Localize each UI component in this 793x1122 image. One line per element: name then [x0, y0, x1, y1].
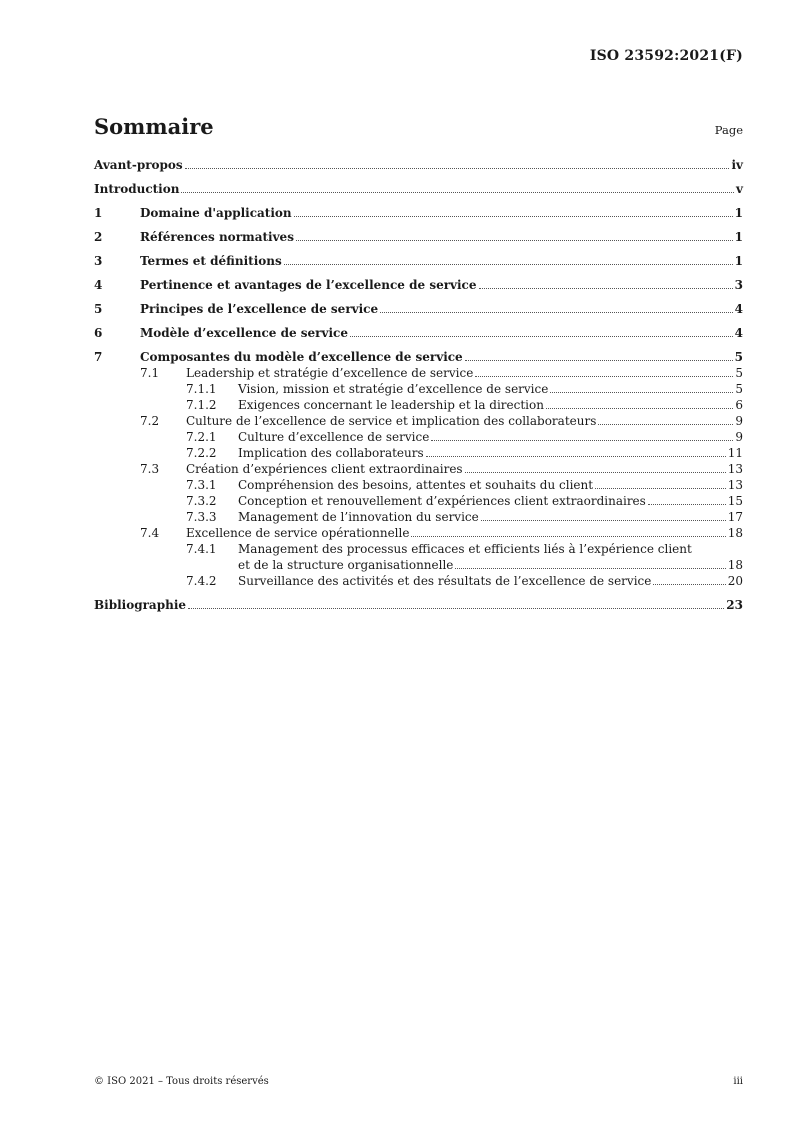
toc-entry-number: 7.4.2 [186, 574, 217, 588]
page-number: iii [733, 1076, 743, 1087]
toc-entry-page: 5 [734, 350, 743, 364]
dot-leader [188, 608, 724, 609]
document-id: ISO 23592:2021(F) [589, 48, 743, 64]
toc-entry-page: 4 [734, 326, 743, 340]
toc-entry-number: 2 [94, 230, 103, 244]
toc-entry-number: 7.3.3 [186, 510, 217, 524]
dot-leader [546, 408, 733, 409]
dot-leader [653, 584, 725, 585]
toc-entry-avant-propos[interactable] [94, 157, 743, 173]
toc-entry-text: Avant-propos [94, 158, 183, 172]
page-title: Sommaire [94, 114, 214, 139]
toc-entry-text: Culture d’excellence de service [238, 430, 430, 444]
toc-entry-text: Termes et définitions [140, 254, 282, 268]
dot-leader [465, 360, 733, 361]
dot-leader [455, 568, 725, 569]
title-row [94, 114, 743, 139]
toc-entry-page: 1 [734, 206, 743, 220]
toc-entry-text: Management de l’innovation du service [238, 510, 479, 524]
table-of-contents [94, 157, 743, 621]
toc-entry-number: 7.2 [140, 414, 160, 428]
toc-entry-number: 7.3.2 [186, 494, 217, 508]
toc-entry-page: 5 [735, 382, 743, 396]
toc-entry-number: 7.4 [140, 526, 160, 540]
toc-entry-page: v [736, 182, 743, 196]
toc-entry-7-1[interactable] [94, 365, 743, 381]
toc-entry-2[interactable] [94, 229, 743, 245]
toc-entry-7-2-2[interactable] [94, 445, 743, 461]
toc-entry-number: 7.2.1 [186, 430, 217, 444]
toc-entry-7-4-1[interactable] [94, 541, 743, 557]
toc-entry-number: 7.1.1 [186, 382, 217, 396]
toc-entry-page: 1 [734, 254, 743, 268]
dot-leader [481, 520, 726, 521]
dot-leader [380, 312, 733, 313]
dot-leader [350, 336, 733, 337]
toc-entry-1[interactable] [94, 205, 743, 221]
toc-entry-bibliographie[interactable] [94, 597, 743, 613]
toc-entry-text: Création d’expériences client extraordinaires [186, 462, 463, 476]
toc-entry-text: Modèle d’excellence de service [140, 326, 348, 340]
toc-entry-page: 13 [727, 462, 743, 476]
toc-entry-text: Références normatives [140, 230, 294, 244]
dot-leader [411, 536, 725, 537]
page-footer [94, 1076, 743, 1087]
dot-leader [475, 376, 733, 377]
toc-entry-text: Introduction [94, 182, 180, 196]
toc-entry-page: 9 [735, 430, 743, 444]
toc-entry-number: 7.3 [140, 462, 160, 476]
dot-leader [595, 488, 726, 489]
toc-entry-7-2[interactable] [94, 413, 743, 429]
toc-entry-7-1-1[interactable] [94, 381, 743, 397]
toc-entry-text: Vision, mission et stratégie d’excellence de service [238, 382, 549, 396]
toc-entry-4[interactable] [94, 277, 743, 293]
dot-leader [550, 392, 733, 393]
dot-leader [296, 240, 733, 241]
toc-entry-text: Principes de l’excellence de service [140, 302, 379, 316]
toc-entry-text: Conception et renouvellement d’expériences client extraordinaires [238, 494, 646, 508]
toc-entry-page: 1 [734, 230, 743, 244]
toc-entry-page: 3 [734, 278, 743, 292]
toc-entry-number: 3 [94, 254, 103, 268]
toc-entry-7[interactable] [94, 349, 743, 365]
toc-entry-number: 7.1 [140, 366, 160, 380]
toc-entry-6[interactable] [94, 325, 743, 341]
toc-entry-page: 15 [727, 494, 743, 508]
dot-leader [185, 168, 730, 169]
toc-entry-text: Leadership et stratégie d’excellence de service [186, 366, 474, 380]
toc-entry-7-4[interactable] [94, 525, 743, 541]
toc-entry-page: 18 [727, 558, 743, 572]
toc-entry-page: 13 [727, 478, 743, 492]
toc-entry-5[interactable] [94, 301, 743, 317]
toc-entry-7-3-1[interactable] [94, 477, 743, 493]
toc-entry-page: 11 [727, 446, 743, 460]
toc-entry-number: 5 [94, 302, 103, 316]
toc-entry-number: 7.2.2 [186, 446, 217, 460]
toc-entry-text: Composantes du modèle d’excellence de service [140, 350, 463, 364]
toc-entry-page: 9 [735, 414, 743, 428]
toc-entry-7-3-3[interactable] [94, 509, 743, 525]
toc-entry-text: Exigences concernant le leadership et la direction [238, 398, 544, 412]
toc-entry-text: Bibliographie [94, 598, 187, 612]
toc-entry-page: 6 [735, 398, 743, 412]
toc-entry-text: Pertinence et avantages de l’excellence de service [140, 278, 477, 292]
toc-entry-text: Excellence de service opérationnelle [186, 526, 410, 540]
toc-entry-7-3-2[interactable] [94, 493, 743, 509]
toc-entry-number: 1 [94, 206, 103, 220]
toc-entry-text: Surveillance des activités et des résultats de l’excellence de service [238, 574, 652, 588]
toc-entry-number: 7.4.1 [186, 542, 217, 556]
toc-entry-7-3[interactable] [94, 461, 743, 477]
dot-leader [426, 456, 726, 457]
dot-leader [465, 472, 726, 473]
toc-entry-3[interactable] [94, 253, 743, 269]
toc-entry-text: Domaine d'application [140, 206, 292, 220]
toc-entry-page: 5 [735, 366, 743, 380]
toc-entry-7-2-1[interactable] [94, 429, 743, 445]
toc-entry-7-1-2[interactable] [94, 397, 743, 413]
toc-entry-page: iv [731, 158, 743, 172]
toc-entry-7-4-2[interactable] [94, 573, 743, 589]
dot-leader [294, 216, 733, 217]
toc-entry-text: et de la structure organisationnelle [238, 558, 454, 572]
toc-entry-text: Compréhension des besoins, attentes et souhaits du client [238, 478, 594, 492]
toc-entry-7-4-1-continuation[interactable] [94, 557, 743, 573]
copyright-notice: © ISO 2021 – Tous droits réservés [94, 1076, 269, 1087]
toc-entry-number: 7 [94, 350, 103, 364]
dot-leader [479, 288, 733, 289]
toc-entry-page: 18 [727, 526, 743, 540]
toc-entry-text: Implication des collaborateurs [238, 446, 424, 460]
dot-leader [648, 504, 726, 505]
dot-leader [598, 424, 733, 425]
toc-entry-number: 4 [94, 278, 103, 292]
toc-entry-text: Management des processus efficaces et efficients liés à l’expérience client [238, 542, 692, 556]
toc-entry-number: 7.1.2 [186, 398, 217, 412]
toc-entry-page: 20 [727, 574, 743, 588]
toc-entry-page: 4 [734, 302, 743, 316]
toc-entry-page: 23 [726, 598, 743, 612]
dot-leader [284, 264, 733, 265]
page-column-label: Page [714, 123, 743, 137]
toc-entry-text: Culture de l’excellence de service et implication des collaborateurs [186, 414, 597, 428]
toc-entry-introduction[interactable] [94, 181, 743, 197]
dot-leader [181, 192, 734, 193]
toc-entry-page: 17 [727, 510, 743, 524]
dot-leader [431, 440, 733, 441]
toc-entry-number: 6 [94, 326, 103, 340]
toc-entry-number: 7.3.1 [186, 478, 217, 492]
